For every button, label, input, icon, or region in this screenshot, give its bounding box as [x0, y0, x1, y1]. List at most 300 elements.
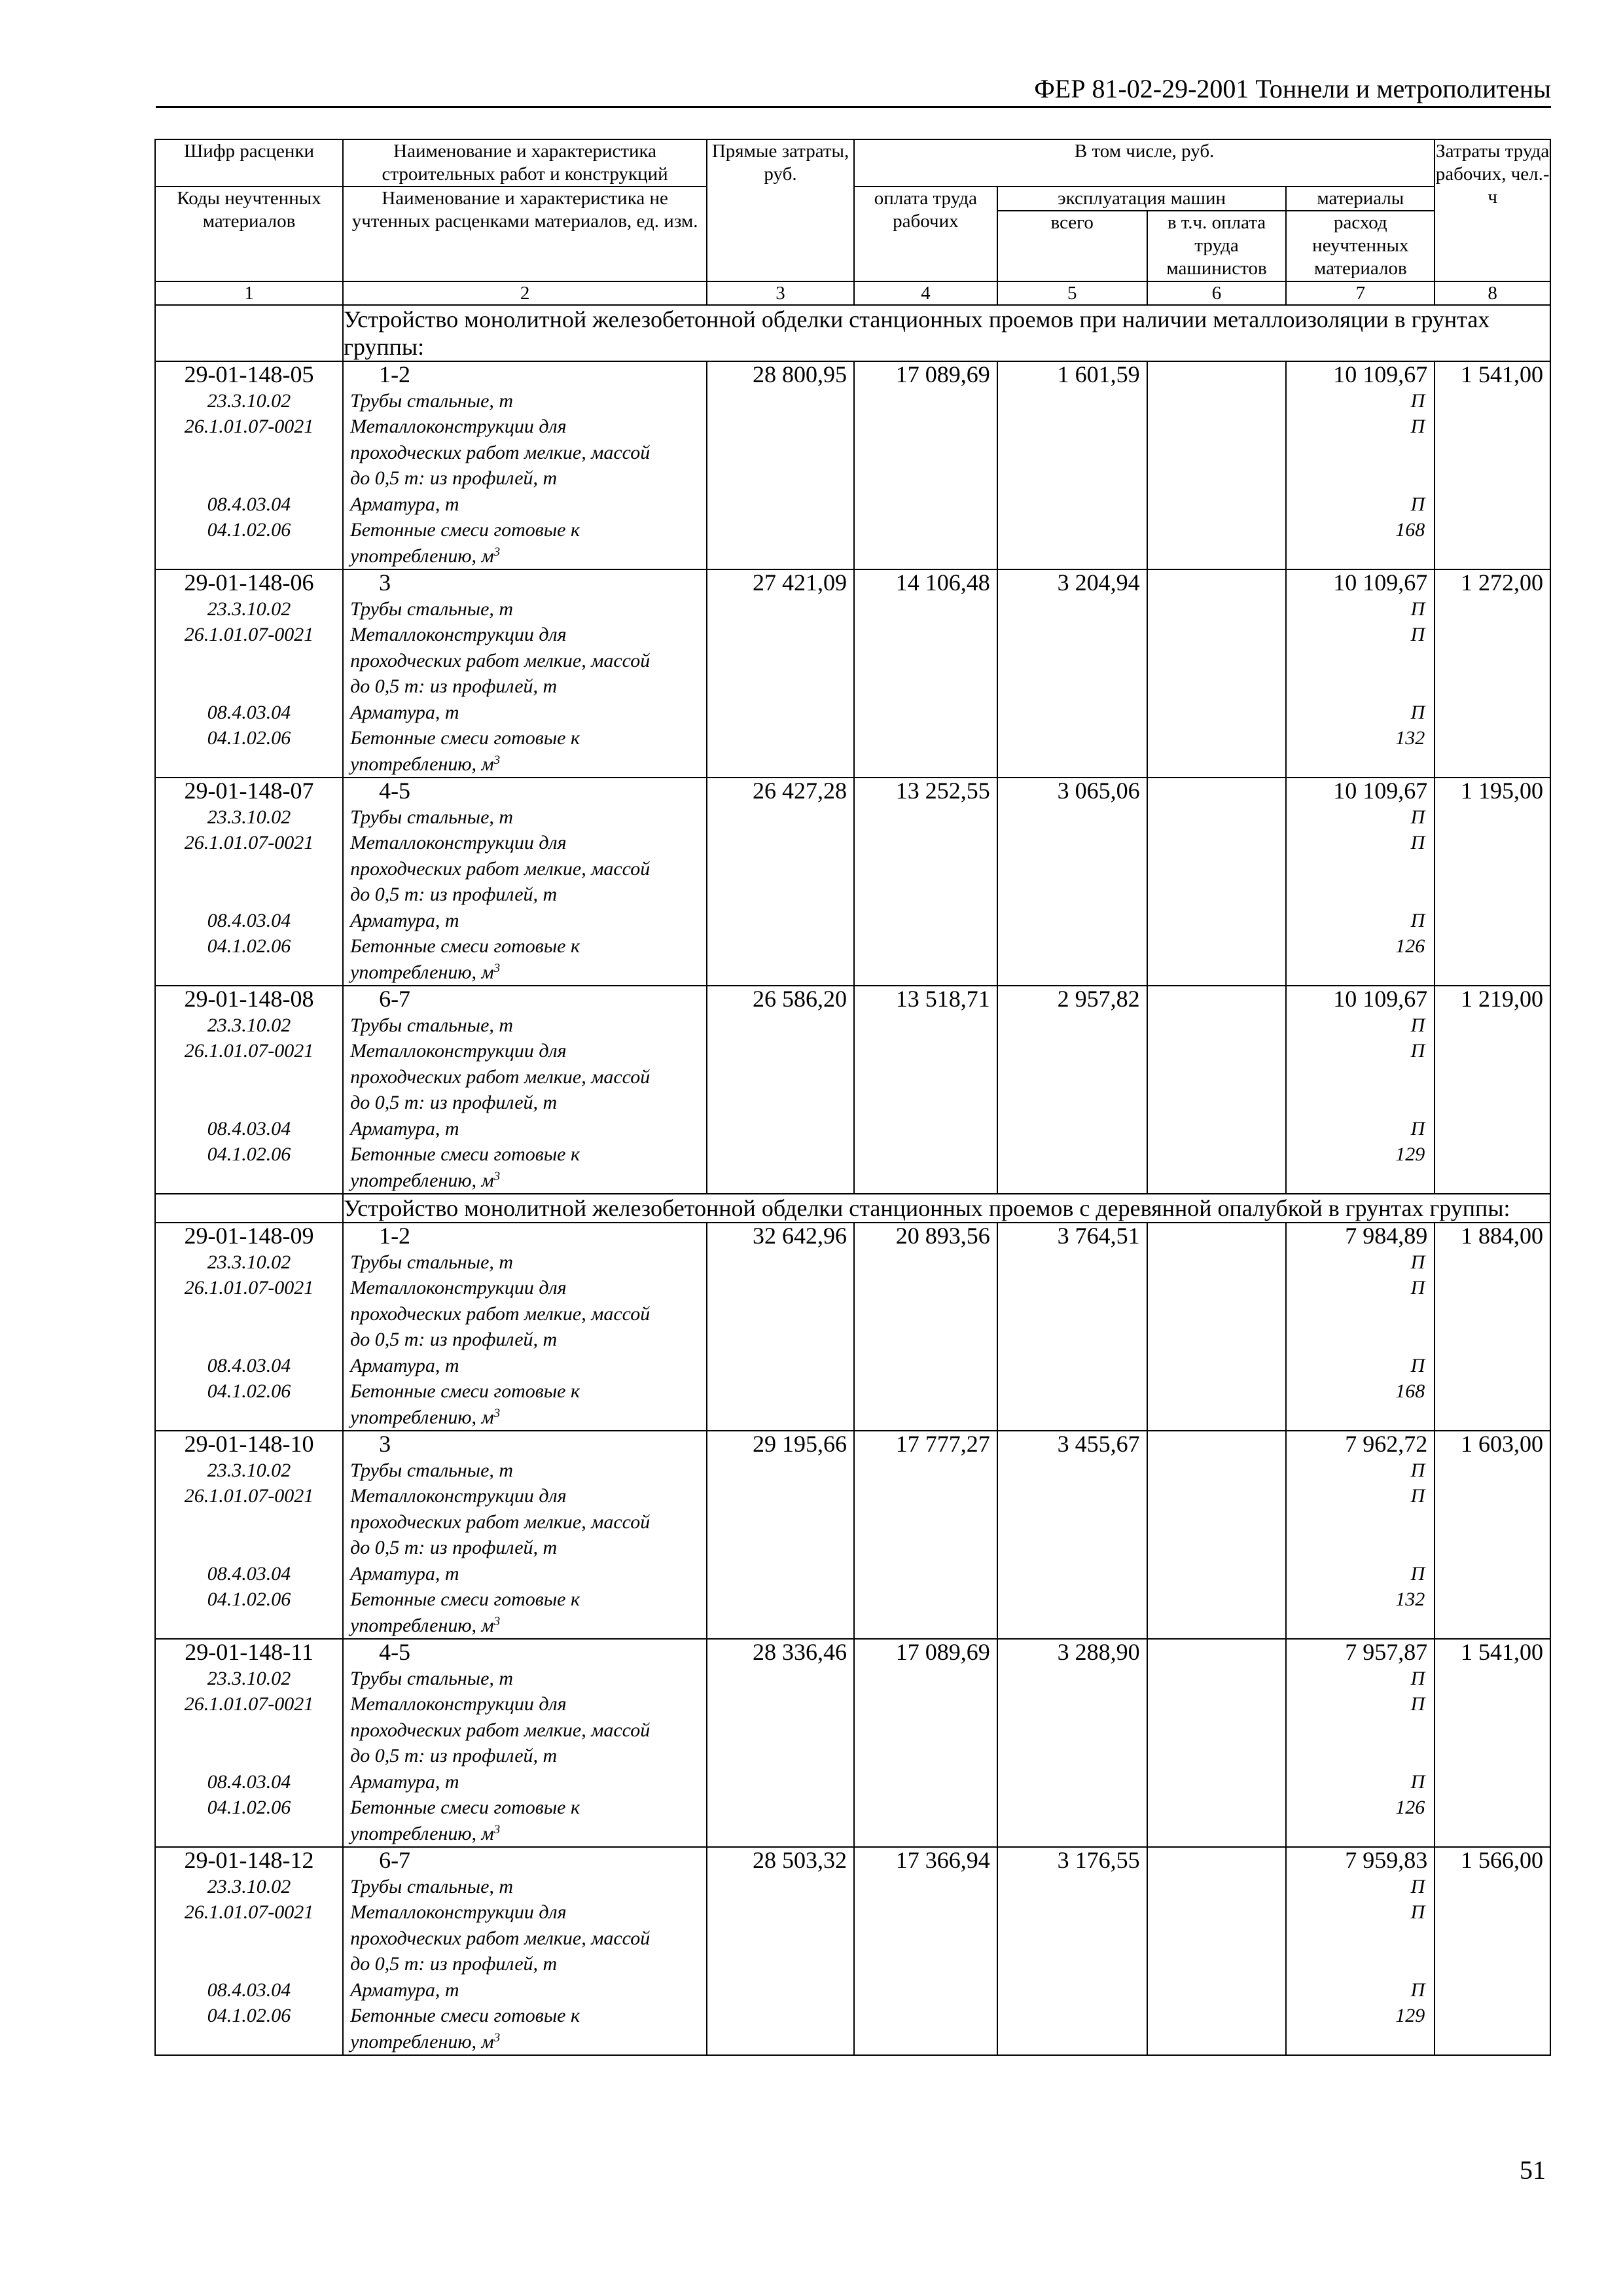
labor-pay: 13 252,55: [895, 778, 990, 804]
empty-line: [1287, 2029, 1434, 2055]
soil-group: 3: [379, 569, 391, 596]
empty-line: [156, 1717, 342, 1744]
material-name-text: употреблению, м: [350, 753, 494, 775]
labor-hours-cell: [1435, 569, 1550, 778]
material-code: 26.1.01.07-0021: [184, 1277, 314, 1299]
material-code: 08.4.03.04: [207, 1770, 291, 1793]
labor-hours: 1 541,00: [1461, 1639, 1543, 1665]
material-code: 23.3.10.02: [207, 389, 291, 412]
material-name: Арматура, т: [350, 1979, 459, 2001]
material-name-text: употреблению, м: [350, 1822, 494, 1844]
material-name: Трубы стальные, т: [350, 598, 514, 620]
rate-row: [155, 361, 1550, 569]
material-name: [344, 960, 706, 986]
labor-pay: 14 106,48: [895, 569, 990, 596]
materials-cost: 7 957,87: [1345, 1639, 1428, 1665]
empty-line: [1287, 1301, 1434, 1327]
codes-cell: [155, 778, 343, 986]
materials-cost: 10 109,67: [1333, 569, 1428, 596]
machines-cost: 3 204,94: [1057, 569, 1140, 596]
rate-row: [155, 1639, 1550, 1847]
material-name: Трубы стальные, т: [350, 1459, 514, 1481]
column-number: 3: [707, 281, 854, 305]
codes-cell: [155, 569, 343, 778]
col1-top-header: Шифр расценки: [155, 139, 343, 187]
material-code: 23.3.10.02: [207, 1459, 291, 1481]
labor-costs-header: Затраты труда рабочих, чел.-ч: [1435, 139, 1550, 281]
rate-code: 29-01-148-05: [184, 361, 314, 387]
machines-cost: 3 764,51: [1057, 1223, 1140, 1249]
material-consumption: П: [1410, 909, 1425, 931]
material-name: [344, 1405, 706, 1431]
empty-line: [1287, 1090, 1434, 1116]
material-name: до 0,5 т: из профилей, т: [350, 1092, 558, 1113]
codes-cell: [155, 1223, 343, 1431]
material-name: проходческих работ мелкие, массой: [350, 1719, 651, 1741]
material-name: Арматура, т: [350, 1354, 459, 1376]
section-title: Устройство монолитной железобетонной обделки станционных проемов при наличии металлоизоляции в грунтах группы:: [343, 305, 1550, 361]
material-code: 08.4.03.04: [207, 1979, 291, 2001]
material-name: Металлоконструкции для: [350, 1693, 567, 1715]
material-code: 23.3.10.02: [207, 1667, 291, 1689]
column-number: 1: [155, 281, 343, 305]
machines-cost: 3 288,90: [1057, 1639, 1140, 1665]
labor-pay: 13 518,71: [895, 986, 990, 1012]
rate-row: [155, 1847, 1550, 2055]
material-code: 26.1.01.07-0021: [184, 624, 314, 645]
material-consumption: П: [1410, 1901, 1425, 1923]
rate-code: 29-01-148-06: [184, 569, 314, 596]
material-consumption: П: [1410, 1117, 1425, 1139]
names-cell: [343, 778, 707, 986]
material-name: Бетонные смеси готовые к: [350, 1143, 580, 1165]
material-consumption: П: [1410, 493, 1425, 515]
material-name: [344, 1821, 706, 1847]
material-name: Арматура, т: [350, 909, 459, 931]
table-body: [155, 305, 1550, 2055]
labor-pay-cell: [854, 986, 997, 1194]
material-name: Арматура, т: [350, 493, 459, 515]
codes-cell: [155, 361, 343, 569]
labor-pay: 20 893,56: [895, 1223, 990, 1249]
machines-cell: [997, 361, 1147, 569]
material-code: 23.3.10.02: [207, 1875, 291, 1897]
material-code: 08.4.03.04: [207, 1354, 291, 1376]
table-header: [155, 139, 1550, 305]
labor-hours: 1 272,00: [1461, 569, 1543, 596]
machinists-pay: [1148, 1431, 1286, 1458]
material-name: проходческих работ мелкие, массой: [350, 857, 651, 880]
section-title-row: [155, 1194, 1550, 1223]
empty-line: [1287, 1327, 1434, 1353]
rate-row: [155, 1223, 1550, 1431]
labor-hours-cell: [1435, 361, 1550, 569]
machines-cost: 3 065,06: [1057, 778, 1140, 804]
material-name: до 0,5 т: из профилей, т: [350, 884, 558, 905]
material-name: Бетонные смеси готовые к: [350, 1588, 580, 1610]
material-consumption: П: [1410, 1459, 1425, 1481]
machinists-pay-header: в т.ч. оплата труда машинистов: [1147, 211, 1287, 281]
materials-sub-header: расход неучтенных материалов: [1286, 211, 1435, 281]
empty-line: [156, 882, 342, 908]
unit-superscript: 3: [493, 545, 501, 559]
col2-top-header: Наименование и характеристика строительных работ и конструкций: [343, 139, 707, 187]
material-consumption: П: [1410, 416, 1425, 437]
machines-cell: [997, 1223, 1147, 1431]
section-title-row: [155, 305, 1550, 361]
material-name: Трубы стальные, т: [350, 806, 514, 828]
labor-pay-cell: [854, 1223, 997, 1431]
machines-cell: [997, 1847, 1147, 2055]
unit-superscript: 3: [493, 1406, 501, 1420]
empty-line: [1287, 673, 1434, 700]
unit-superscript: 3: [493, 1614, 501, 1628]
material-consumption: П: [1410, 1040, 1425, 1062]
page-header-title: ФЕР 81-02-29-2001 Тоннели и метрополитены: [1034, 74, 1551, 103]
materials-cost: 10 109,67: [1333, 778, 1428, 804]
machinists-cell: [1147, 1847, 1287, 2055]
material-name: Металлоконструкции для: [350, 624, 567, 645]
material-code: 04.1.02.06: [207, 1380, 291, 1402]
labor-hours: 1 603,00: [1461, 1431, 1543, 1457]
material-name: до 0,5 т: из профилей, т: [350, 1537, 558, 1558]
material-code: 04.1.02.06: [207, 727, 291, 749]
machines-cost: 2 957,82: [1057, 986, 1140, 1012]
material-name-text: употреблению, м: [350, 1169, 494, 1191]
empty-line: [156, 1301, 342, 1327]
labor-pay-header: оплата труда рабочих: [854, 187, 997, 281]
names-cell: [343, 1847, 707, 2055]
material-name: проходческих работ мелкие, массой: [350, 1511, 651, 1533]
machinists-cell: [1147, 569, 1287, 778]
column-number-row: [155, 281, 1550, 305]
material-name: Металлоконструкции для: [350, 1485, 567, 1507]
direct-cost-cell: [707, 986, 854, 1194]
empty-line: [156, 1327, 342, 1353]
material-code: 04.1.02.06: [207, 1797, 291, 1818]
material-code: 04.1.02.06: [207, 935, 291, 957]
material-name-text: употреблению, м: [350, 961, 494, 983]
material-code: 26.1.01.07-0021: [184, 832, 314, 853]
direct-cost: 28 336,46: [752, 1639, 847, 1665]
material-name: Трубы стальные, т: [350, 389, 514, 412]
unit-superscript: 3: [493, 2030, 501, 2045]
names-cell: [343, 1639, 707, 1847]
material-name: Трубы стальные, т: [350, 1014, 514, 1036]
unit-superscript: 3: [493, 961, 501, 975]
codes-cell: [155, 1639, 343, 1847]
material-name: Металлоконструкции для: [350, 1277, 567, 1299]
empty-line: [1287, 1926, 1434, 1952]
empty-line: [156, 440, 342, 466]
direct-cost: 28 800,95: [752, 361, 847, 387]
empty-line: [156, 465, 342, 492]
material-consumption: П: [1410, 598, 1425, 620]
empty-line: [1287, 543, 1434, 569]
material-consumption: 126: [1395, 1797, 1425, 1818]
rates-table: [154, 139, 1551, 2056]
soil-group: 6-7: [379, 986, 411, 1012]
material-name: Бетонные смеси готовые к: [350, 1380, 580, 1402]
material-code: 08.4.03.04: [207, 701, 291, 723]
material-consumption: 129: [1395, 1143, 1425, 1165]
machines-cell: [997, 1431, 1147, 1639]
materials-cell: [1286, 361, 1435, 569]
direct-cost-cell: [707, 1431, 854, 1639]
section-title: Устройство монолитной железобетонной обделки станционных проемов с деревянной опалубкой в грунтах группы:: [343, 1194, 1550, 1223]
codes-cell: [155, 1431, 343, 1639]
material-code: 26.1.01.07-0021: [184, 416, 314, 437]
rate-row: [155, 1431, 1550, 1639]
empty-line: [1287, 1821, 1434, 1847]
empty-line: [1287, 1743, 1434, 1769]
rate-code: 29-01-148-11: [185, 1639, 313, 1665]
material-name: Трубы стальные, т: [350, 1875, 514, 1897]
labor-pay-cell: [854, 778, 997, 986]
machinists-pay: [1148, 986, 1286, 1013]
materials-cell: [1286, 569, 1435, 778]
machines-cost: 3 455,67: [1057, 1431, 1140, 1457]
material-consumption: П: [1410, 1562, 1425, 1585]
material-name: Бетонные смеси готовые к: [350, 1797, 580, 1818]
column-number: 4: [854, 281, 997, 305]
rate-code: 29-01-148-08: [184, 986, 314, 1012]
empty-line: [1287, 856, 1434, 882]
empty-line: [1287, 1405, 1434, 1431]
names-cell: [343, 986, 707, 1194]
empty-line: [1287, 882, 1434, 908]
labor-hours-cell: [1435, 1847, 1550, 2055]
machinists-pay: [1148, 570, 1286, 596]
material-consumption: П: [1410, 1979, 1425, 2001]
labor-pay: 17 089,69: [895, 1639, 990, 1665]
empty-line: [1287, 1717, 1434, 1744]
direct-cost-cell: [707, 1223, 854, 1431]
material-consumption: П: [1410, 389, 1425, 412]
labor-hours-cell: [1435, 778, 1550, 986]
material-name-text: употреблению, м: [350, 1406, 494, 1428]
material-code: 23.3.10.02: [207, 598, 291, 620]
labor-pay-cell: [854, 1431, 997, 1639]
material-name: до 0,5 т: из профилей, т: [350, 1329, 558, 1350]
empty-line: [156, 1168, 342, 1194]
machinists-pay: [1148, 362, 1286, 388]
material-name: Арматура, т: [350, 701, 459, 723]
material-code: 04.1.02.06: [207, 1143, 291, 1165]
material-consumption: П: [1410, 1875, 1425, 1897]
materials-cost: 7 984,89: [1345, 1223, 1428, 1249]
rate-row: [155, 986, 1550, 1194]
empty-line: [156, 1064, 342, 1090]
section-title-blank-cell: [155, 1194, 343, 1223]
material-name: [344, 1168, 706, 1194]
direct-costs-header: Прямые затраты, руб.: [707, 139, 854, 281]
material-name-text: употреблению, м: [350, 545, 494, 567]
material-code: 26.1.01.07-0021: [184, 1693, 314, 1715]
soil-group: 4-5: [379, 1639, 411, 1665]
labor-pay: 17 366,94: [895, 1847, 990, 1873]
material-code: 23.3.10.02: [207, 1251, 291, 1273]
names-cell: [343, 569, 707, 778]
empty-line: [1287, 1951, 1434, 1977]
machinists-cell: [1147, 778, 1287, 986]
material-consumption: П: [1410, 832, 1425, 853]
material-code: 04.1.02.06: [207, 2005, 291, 2026]
materials-cell: [1286, 778, 1435, 986]
material-consumption: П: [1410, 1693, 1425, 1715]
empty-line: [1287, 1064, 1434, 1090]
soil-group: 3: [379, 1431, 391, 1457]
material-name: проходческих работ мелкие, массой: [350, 649, 651, 672]
material-consumption: П: [1410, 1770, 1425, 1793]
materials-cell: [1286, 1847, 1435, 2055]
machinists-cell: [1147, 1431, 1287, 1639]
empty-line: [156, 673, 342, 700]
direct-cost: 29 195,66: [752, 1431, 847, 1457]
material-name: до 0,5 т: из профилей, т: [350, 1953, 558, 1975]
material-name-text: употреблению, м: [350, 2030, 494, 2053]
empty-line: [156, 543, 342, 569]
material-name: Бетонные смеси готовые к: [350, 519, 580, 541]
machines-cost: 3 176,55: [1057, 1847, 1140, 1873]
labor-hours: 1 219,00: [1461, 986, 1543, 1012]
materials-cost: 10 109,67: [1333, 986, 1428, 1012]
material-consumption: П: [1410, 1354, 1425, 1376]
direct-cost: 27 421,09: [752, 569, 847, 596]
labor-hours-cell: [1435, 1223, 1550, 1431]
material-name: Металлоконструкции для: [350, 1040, 567, 1062]
empty-line: [1287, 648, 1434, 674]
section-title-blank-cell: [155, 305, 343, 361]
names-cell: [343, 361, 707, 569]
material-code: 26.1.01.07-0021: [184, 1485, 314, 1507]
empty-line: [156, 751, 342, 778]
labor-hours: 1 566,00: [1461, 1847, 1543, 1873]
machinists-pay: [1148, 1223, 1286, 1249]
materials-cell: [1286, 1431, 1435, 1639]
labor-pay: 17 089,69: [895, 361, 990, 387]
empty-line: [1287, 1168, 1434, 1194]
rate-code: 29-01-148-12: [184, 1847, 314, 1873]
materials-cost: 7 959,83: [1345, 1847, 1428, 1873]
empty-line: [1287, 751, 1434, 778]
labor-pay-cell: [854, 1639, 997, 1847]
material-name: Арматура, т: [350, 1770, 459, 1793]
material-name: Металлоконструкции для: [350, 416, 567, 437]
names-cell: [343, 1223, 707, 1431]
empty-line: [156, 1743, 342, 1769]
labor-pay-cell: [854, 361, 997, 569]
empty-line: [1287, 465, 1434, 492]
labor-hours: 1 884,00: [1461, 1223, 1543, 1249]
labor-hours-cell: [1435, 1639, 1550, 1847]
column-number: 8: [1435, 281, 1550, 305]
empty-line: [156, 1951, 342, 1977]
material-name: Арматура, т: [350, 1562, 459, 1585]
rate-code: 29-01-148-07: [184, 778, 314, 804]
empty-line: [1287, 440, 1434, 466]
material-code: 08.4.03.04: [207, 1562, 291, 1585]
material-name-text: употреблению, м: [350, 1614, 494, 1636]
codes-cell: [155, 986, 343, 1194]
material-name: Бетонные смеси готовые к: [350, 935, 580, 957]
labor-hours: 1 195,00: [1461, 778, 1543, 804]
material-name: проходческих работ мелкие, массой: [350, 441, 651, 463]
unit-superscript: 3: [493, 1169, 501, 1183]
material-consumption: 126: [1395, 935, 1425, 957]
machinists-pay: [1148, 778, 1286, 804]
material-name: до 0,5 т: из профилей, т: [350, 675, 558, 697]
material-code: 08.4.03.04: [207, 909, 291, 931]
material-consumption: П: [1410, 1014, 1425, 1036]
empty-line: [1287, 1509, 1434, 1535]
material-name: до 0,5 т: из профилей, т: [350, 467, 558, 489]
empty-line: [156, 1509, 342, 1535]
column-number: 6: [1147, 281, 1287, 305]
direct-cost-cell: [707, 778, 854, 986]
codes-cell: [155, 1847, 343, 2055]
unit-superscript: 3: [493, 753, 501, 767]
empty-line: [1287, 1535, 1434, 1561]
empty-line: [156, 856, 342, 882]
empty-line: [156, 1926, 342, 1952]
rate-code: 29-01-148-09: [184, 1223, 314, 1249]
direct-cost-cell: [707, 361, 854, 569]
material-code: 04.1.02.06: [207, 1588, 291, 1610]
materials-cost: 7 962,72: [1345, 1431, 1428, 1457]
material-name: проходческих работ мелкие, массой: [350, 1302, 651, 1325]
material-consumption: П: [1410, 1667, 1425, 1689]
column-number: 7: [1286, 281, 1435, 305]
material-name: [344, 543, 706, 569]
material-code: 23.3.10.02: [207, 1014, 291, 1036]
materials-cell: [1286, 1223, 1435, 1431]
material-consumption: 168: [1395, 1380, 1425, 1402]
direct-cost: 26 427,28: [752, 778, 847, 804]
soil-group: 6-7: [379, 1847, 411, 1873]
material-name: Металлоконструкции для: [350, 1901, 567, 1923]
empty-line: [156, 1090, 342, 1116]
material-name: до 0,5 т: из профилей, т: [350, 1745, 558, 1767]
direct-cost: 26 586,20: [752, 986, 847, 1012]
soil-group: 1-2: [379, 1223, 411, 1249]
material-consumption: П: [1410, 1251, 1425, 1273]
machines-cell: [997, 1639, 1147, 1847]
material-code: 04.1.02.06: [207, 519, 291, 541]
material-code: 26.1.01.07-0021: [184, 1901, 314, 1923]
column-number: 5: [997, 281, 1147, 305]
material-consumption: П: [1410, 701, 1425, 723]
soil-group: 1-2: [379, 361, 411, 387]
material-code: 08.4.03.04: [207, 493, 291, 515]
machinists-cell: [1147, 361, 1287, 569]
material-name: Трубы стальные, т: [350, 1667, 514, 1689]
direct-cost-cell: [707, 569, 854, 778]
col2-bottom-header: Наименование и характеристика не учтенных расценками материалов, ед. изм.: [343, 187, 707, 281]
materials-header: материалы: [1286, 187, 1435, 211]
material-consumption: П: [1410, 624, 1425, 645]
empty-line: [156, 1535, 342, 1561]
empty-line: [156, 1821, 342, 1847]
rate-row: [155, 569, 1550, 778]
empty-line: [156, 1613, 342, 1639]
empty-line: [1287, 1613, 1434, 1639]
material-consumption: 132: [1395, 1588, 1425, 1610]
material-name: проходческих работ мелкие, массой: [350, 1927, 651, 1949]
material-code: 08.4.03.04: [207, 1117, 291, 1139]
direct-cost: 28 503,32: [752, 1847, 847, 1873]
material-consumption: П: [1410, 806, 1425, 828]
